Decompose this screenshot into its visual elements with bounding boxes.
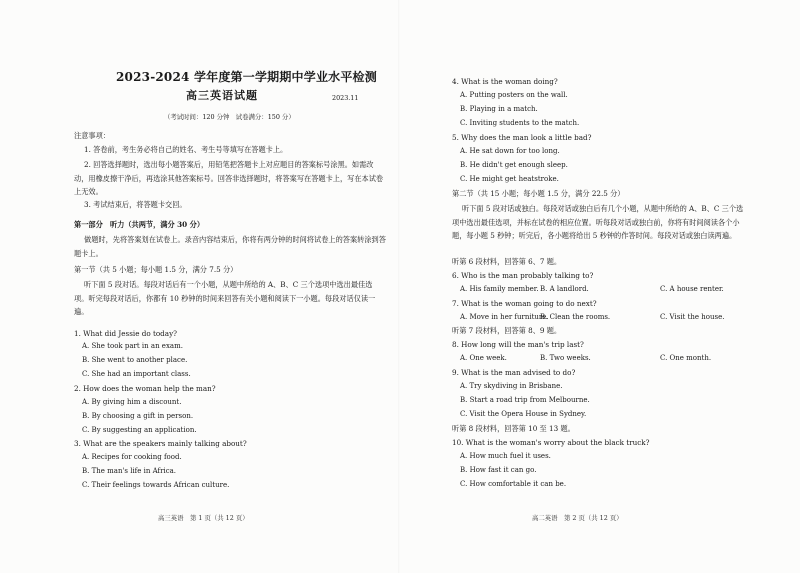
material-8: 听第 8 段材料，回答第 10 至 13 题。 <box>452 424 575 433</box>
question-5: 5. Why does the man look a little bad? <box>452 133 592 142</box>
question-4: 4. What is the woman doing? <box>452 77 558 86</box>
q2-option-c: C. By suggesting an application. <box>82 426 197 434</box>
section1-intro: 听下面 5 段对话。每段对话后有一个小题，从题中所给的 A、B、C 三个选项中选出最佳选项。听完每段对话后，你都有 10 秒钟的时间来回答有关小题和阅读下一小题。每段对话仅读一遍。 <box>74 280 376 316</box>
question-7: 7. What is the woman going to do next? <box>452 299 597 308</box>
exam-subtitle: 高三英语试题 <box>186 89 258 102</box>
exam-info: （考试时间：120 分钟 试卷满分：150 分） <box>164 113 295 121</box>
q6-option-c: C. A house renter. <box>660 285 724 293</box>
material-7: 听第 7 段材料，回答第 8、9 题。 <box>452 326 562 335</box>
section2-intro: 听下面 5 段对话或独白。每段对话或独白后有几个小题，从题中所给的 A、B、C 三个选项中选出最佳选项，并标在试卷的相应位置。听每段对话或独白前，你将有时间阅读各个小题，每小题 5 秒钟；听完后，各小题将给出 5 秒钟的作答时间。每段对话或独白读两遍。 <box>452 204 744 240</box>
q8-option-b: B. Two weeks. <box>540 354 591 362</box>
q5-option-a: A. He sat down for too long. <box>460 147 560 155</box>
q1-option-a: A. She took part in an exam. <box>82 342 183 350</box>
material-6: 听第 6 段材料，回答第 6、7 题。 <box>452 257 562 266</box>
q2-option-a: A. By giving him a discount. <box>82 398 182 406</box>
q10-option-a: A. How much fuel it uses. <box>460 452 551 460</box>
q4-option-a: A. Putting posters on the wall. <box>460 91 568 99</box>
q2-option-b: B. By choosing a gift in person. <box>82 412 194 420</box>
section2-heading: 第二节（共 15 小题；每小题 1.5 分，满分 22.5 分） <box>452 189 625 198</box>
q5-option-c: C. He might get heatstroke. <box>460 175 559 183</box>
question-3: 3. What are the speakers mainly talking about? <box>74 439 247 448</box>
section1-heading: 第一节（共 5 小题；每小题 1.5 分，满分 7.5 分） <box>74 265 238 274</box>
q4-option-c: C. Inviting students to the match. <box>460 119 580 127</box>
q5-option-b: B. He didn't get enough sleep. <box>460 161 568 169</box>
q1-option-b: B. She went to another place. <box>82 356 188 364</box>
q9-option-b: B. Start a road trip from Melbourne. <box>460 396 590 404</box>
q9-option-c: C. Visit the Opera House in Sydney. <box>460 410 587 418</box>
exam-title: 2023-2024 学年度第一学期期中学业水平检测 <box>116 70 377 84</box>
question-9: 9. What is the man advised to do? <box>452 368 576 377</box>
notice-item-2: 2. 回答选择题时，选出每小题答案后，用铅笔把答题卡上对应题目的答案标号涂黑。如需改动，用橡皮擦干净后，再选涂其他答案标号。回答非选择题时，将答案写在答题卡上，写在本试卷上无效。 <box>74 160 384 196</box>
question-10: 10. What is the woman's worry about the black truck? <box>452 438 650 447</box>
q6-option-b: B. A landlord. <box>540 285 589 293</box>
q1-option-c: C. She had an important class. <box>82 370 191 378</box>
q4-option-b: B. Playing in a match. <box>460 105 538 113</box>
question-1: 1. What did Jessie do today? <box>74 329 177 338</box>
q3-option-b: B. The man's life in Africa. <box>82 467 177 475</box>
question-8: 8. How long will the man's trip last? <box>452 340 584 349</box>
q7-option-a: A. Move in her furniture. <box>460 313 549 321</box>
footer-left: 高三英语 第 1 页（共 12 页） <box>158 514 249 522</box>
q10-option-c: C. How comfortable it can be. <box>460 480 567 488</box>
q6-option-a: A. His family member. <box>460 285 539 293</box>
q10-option-b: B. How fast it can go. <box>460 466 537 474</box>
notice-item-1: 1. 答卷前，考生务必将自己的姓名、考生号等填写在答题卡上。 <box>84 145 288 154</box>
notice-heading: 注意事项： <box>74 131 110 140</box>
question-2: 2. How does the woman help the man? <box>74 384 216 393</box>
q8-option-a: A. One week. <box>460 354 507 362</box>
part1-heading: 第一部分 听力（共两节，满分 30 分） <box>74 220 205 229</box>
q8-option-c: C. One month. <box>660 354 712 362</box>
part1-intro: 做题时，先将答案划在试卷上。录音内容结束后，你将有两分钟的时间将试卷上的答案转涂到答题卡上。 <box>74 235 386 258</box>
exam-date: 2023.11 <box>332 94 359 102</box>
q3-option-a: A. Recipes for cooking food. <box>82 453 182 461</box>
page-fold <box>398 0 400 573</box>
q7-option-c: C. Visit the house. <box>660 313 725 321</box>
q3-option-c: C. Their feelings towards African culture. <box>82 481 230 489</box>
q7-option-b: B. Clean the rooms. <box>540 313 611 321</box>
q9-option-a: A. Try skydiving in Brisbane. <box>460 382 563 390</box>
question-6: 6. Who is the man probably talking to? <box>452 271 594 280</box>
footer-right: 高二英语 第 2 页（共 12 页） <box>532 514 623 522</box>
notice-item-3: 3. 考试结束后，将答题卡交回。 <box>84 200 187 209</box>
